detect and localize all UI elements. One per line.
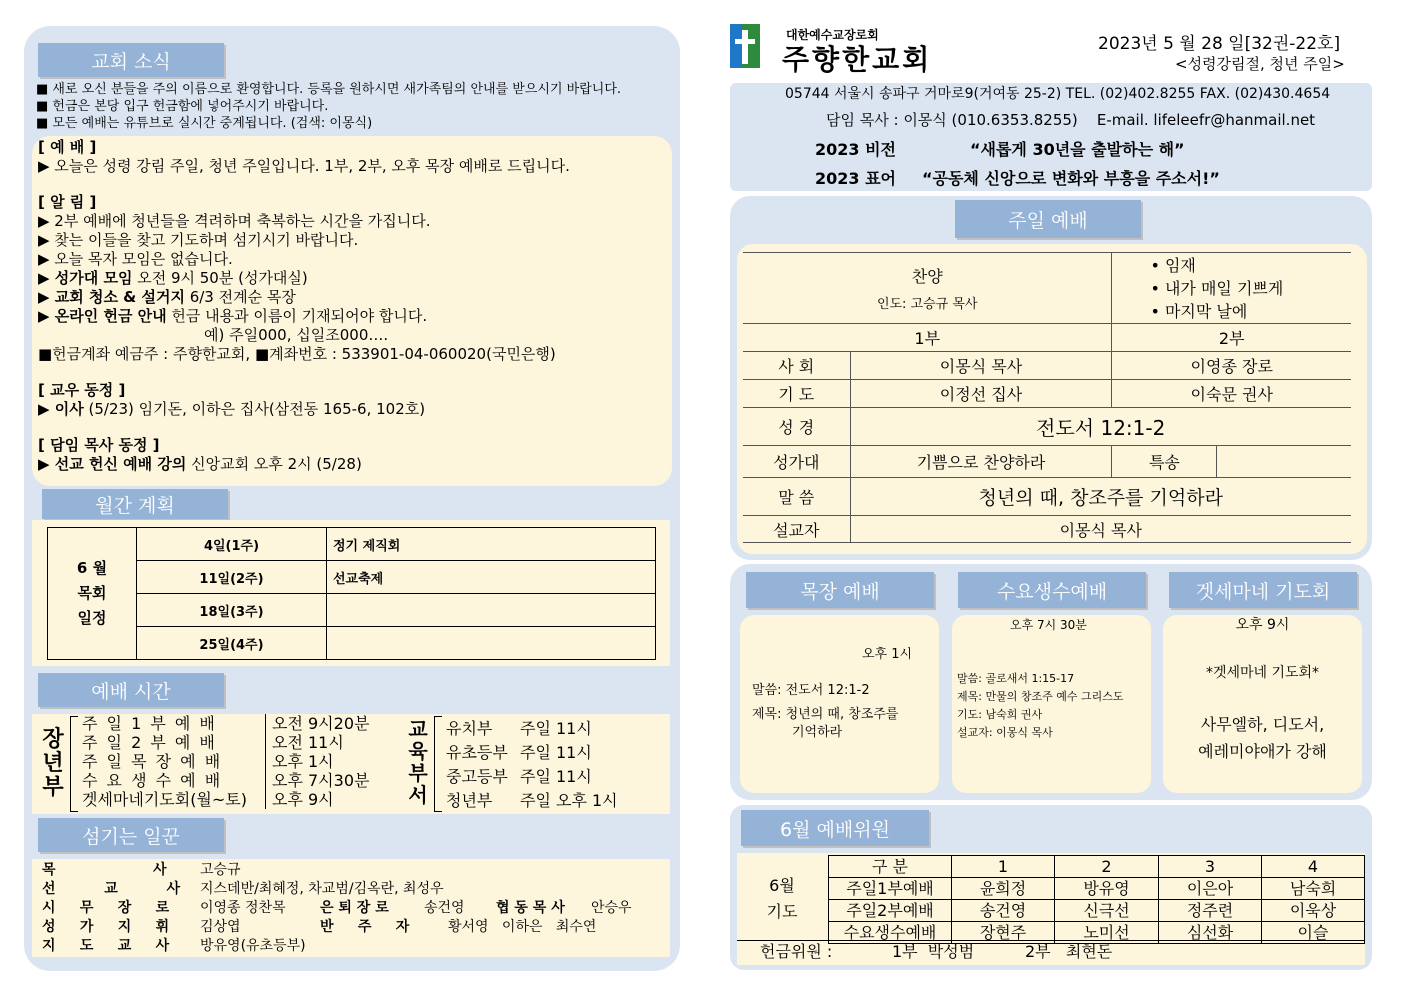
adult-row: 수 요 생 수 예 배 오후 7시30분	[82, 771, 370, 790]
june-cell: 이슬	[1262, 922, 1365, 944]
june-cell: 이욱상	[1262, 900, 1365, 922]
edu-row: 중고등부 주일 11시	[446, 767, 592, 786]
prayer-part2: 이숙문 권사	[1112, 380, 1351, 408]
times-tab: 예배 시간	[38, 673, 224, 707]
sermon-label: 말 씀	[743, 478, 850, 516]
notice-line: ▶ 2부 예배에 청년들을 격려하며 축복하는 시간을 가집니다.	[38, 212, 431, 230]
june-header: 2	[1055, 856, 1159, 878]
mokjang-subject2: 기억하라	[792, 725, 843, 740]
edu-row: 청년부 주일 오후 1시	[446, 791, 618, 810]
choir-part1: 기쁨으로 찬양하라	[850, 446, 1112, 478]
edu-list	[446, 717, 666, 813]
june-header: 1	[952, 856, 1055, 878]
issue-subtitle: <성령강림절, 청년 주일>	[1175, 55, 1345, 73]
pastor-line: ▶ 선교 헌신 예배 강의 신앙교회 오후 2시 (5/28)	[38, 455, 362, 473]
host-part1: 이몽식 목사	[850, 352, 1112, 380]
servant-row: 성 가 지 휘 김상엽 반 주 자 황서영 이하은 최수연	[42, 919, 597, 935]
gethsemane-line2: 예레미야애가 강해	[1198, 742, 1327, 761]
servant-row: 목 사 고승규	[42, 862, 241, 878]
servants-list	[42, 861, 667, 956]
part2-header: 2부	[1112, 324, 1351, 352]
wednesday-tab: 수요생수예배	[958, 572, 1146, 608]
servant-row: 선 교 사 지스데반/최혜정, 차교범/김옥란, 최성우	[42, 881, 444, 897]
june-tab: 6월 예배위원	[741, 810, 929, 846]
prayer-label: 기 도	[743, 380, 850, 408]
mokjang-box	[740, 615, 939, 793]
issue-date: 2023년 5 월 28 일[32권-22호]	[1098, 34, 1341, 54]
adult-list	[82, 714, 402, 809]
notice-account: ■헌금계좌 예금주 : 주향한교회, ■계좌번호 : 533901-04-060020(국민은행)	[38, 345, 556, 363]
monthly-date: 25일(4주)	[137, 627, 327, 660]
adult-label: 장 년 부	[42, 727, 64, 800]
motto-text: “공동체 신앙으로 변화와 부흥을 주소서!”	[922, 169, 1220, 188]
june-header: 4	[1262, 856, 1365, 878]
host-label: 사 회	[743, 352, 850, 380]
news-tab: 교회 소식	[38, 43, 224, 77]
vision-label: 2023 비전	[815, 140, 897, 159]
sunday-tab: 주일 예배	[955, 200, 1141, 238]
offering-part2: 2부 최현돈	[1025, 942, 1113, 961]
june-table	[828, 855, 1365, 944]
edu-row: 유치부 주일 11시	[446, 719, 592, 738]
offering-part1: 1부 박성범	[892, 942, 975, 961]
june-cell: 정주련	[1159, 900, 1262, 922]
scripture: 전도서 12:1-2	[850, 408, 1351, 446]
june-cell: 신극선	[1055, 900, 1159, 922]
monthly-date: 4일(1주)	[137, 528, 327, 561]
notice-clean: ▶ 교회 청소 & 설거지 6/3 전계순 목장	[38, 288, 296, 306]
worship-heading: [ 예 배 ]	[38, 138, 97, 156]
adult-row: 주 일 목 장 예 배 오후 1시	[82, 752, 334, 771]
choir-part2: 특송	[1112, 446, 1217, 478]
adult-row: 주 일 1 부 예 배 오전 9시20분	[82, 714, 370, 733]
servant-row: 지 도 교 사 방유영(유초등부)	[42, 938, 306, 954]
logo-main: 주향한교회	[782, 43, 933, 76]
monthly-label: 6 월 목회 일정	[48, 528, 137, 660]
prayer-part1: 이정선 집사	[850, 380, 1112, 408]
pastor-heading: [ 담임 목사 동정 ]	[38, 436, 160, 454]
preacher-label: 설교자	[743, 516, 850, 543]
choir-label: 성가대	[743, 446, 850, 478]
june-header: 3	[1159, 856, 1262, 878]
june-cell: 송건영	[952, 900, 1055, 922]
gethsemane-time: 오후 9시	[1235, 617, 1290, 633]
preacher: 이몽식 목사	[850, 516, 1351, 543]
wednesday-lines: 말씀: 골로새서 1:15-17 제목: 만물의 창조주 예수 그리스도 기도: 남숙희 권사 설교자: 이몽식 목사	[957, 672, 1124, 739]
monthly-tab: 월간 계획	[42, 489, 228, 519]
news-line: ■ 새로 오신 분들을 주의 이름으로 환영합니다. 등록을 원하시면 새가족팀의 안내를 받으시기 바랍니다.	[36, 82, 622, 97]
june-cell: 주일2부예배	[829, 900, 952, 922]
sermon-title: 청년의 때, 창조주를 기억하라	[850, 478, 1351, 516]
adult-row: 겟세마네기도회(월~토) 오후 9시	[82, 790, 334, 809]
wednesday-time: 오후 7시 30분	[1010, 618, 1087, 632]
gethsemane-box	[1163, 615, 1362, 793]
edu-row: 유초등부 주일 11시	[446, 743, 592, 762]
june-cell: 심선화	[1159, 922, 1262, 944]
cross-logo-icon	[730, 24, 760, 68]
monthly-date: 18일(3주)	[137, 594, 327, 627]
gethsemane-tab: 겟세마네 기도회	[1169, 572, 1357, 608]
notice-heading: [ 알 림 ]	[38, 193, 97, 211]
june-cell: 수요생수예배	[829, 922, 952, 944]
gethsemane-name: *겟세마네 기도회*	[1205, 665, 1320, 681]
notice-line: ▶ 찾는 이들을 찾고 기도하며 섬기시기 바랍니다.	[38, 231, 359, 249]
worship-line: ▶ 오늘은 성령 강림 주일, 청년 주일입니다. 1부, 2부, 오후 목장 예배로 드립니다.	[38, 157, 570, 175]
servant-row: 시 무 장 로 이영종 정찬목 은 퇴 장 로 송건영 협 동 목 사 안승우	[42, 900, 632, 916]
motto-label: 2023 표어	[815, 169, 897, 188]
june-cell: 주일1부예배	[829, 878, 952, 900]
june-label: 6월 기도	[766, 876, 798, 921]
june-cell: 방유영	[1055, 878, 1159, 900]
member-line: ▶ 이사 (5/23) 임기돈, 이하은 집사(삼전동 165-6, 102호)	[38, 400, 426, 418]
notice-online-example: 예) 주일000, 십일조000….	[204, 326, 389, 344]
pastor-line: 담임 목사 : 이몽식 (010.6353.8255) E-mail. lifeleefr@hanmail.net	[826, 111, 1316, 129]
monthly-date: 11일(2주)	[137, 561, 327, 594]
notice-line: ▶ 오늘 목자 모임은 없습니다.	[38, 250, 233, 268]
notice-online: ▶ 온라인 헌금 안내 헌금 내용과 이름이 기재되어야 합니다.	[38, 307, 428, 325]
mokjang-tab: 목장 예배	[746, 572, 934, 608]
address: 05744 서울시 송파구 거마로9(거여동 25-2) TEL. (02)402.8255 FAX. (02)430.4654	[785, 86, 1331, 102]
vision-text: “새롭게 30년을 출발하는 해”	[970, 140, 1185, 159]
gethsemane-line1: 사무엘하, 디도서,	[1200, 715, 1325, 734]
mokjang-word: 말씀: 전도서 12:1-2	[752, 683, 870, 698]
news-lines	[36, 81, 676, 132]
june-header: 구 분	[829, 856, 952, 878]
news-body	[38, 138, 668, 474]
monthly-event: 정기 제직회	[327, 528, 656, 561]
mokjang-time: 오후 1시	[862, 647, 913, 662]
offering-label: 헌금위원 :	[760, 942, 833, 961]
praise-label-cell: 찬양 인도: 고승규 목사	[743, 253, 1112, 324]
edu-label: 교 육 부 서	[408, 717, 428, 807]
june-cell: 장현주	[952, 922, 1055, 944]
news-line: ■ 헌금은 본당 입구 헌금함에 넣어주시기 바랍니다.	[36, 99, 329, 114]
part1-header: 1부	[743, 324, 1112, 352]
scripture-label: 성 경	[743, 408, 850, 446]
mokjang-subject: 제목: 청년의 때, 창조주를	[752, 707, 899, 722]
adult-row: 주 일 2 부 예 배 오전 11시	[82, 733, 344, 752]
adult-bracket	[70, 716, 78, 812]
servants-tab: 섬기는 일꾼	[38, 818, 224, 852]
monthly-event: 선교축제	[327, 561, 656, 594]
june-cell: 노미선	[1055, 922, 1159, 944]
edu-bracket	[434, 716, 442, 812]
sunday-table	[743, 252, 1351, 543]
choir-part3	[1217, 446, 1351, 478]
news-line: ■ 모든 예배는 유튜브로 실시간 중계됩니다. (검색: 이몽식)	[36, 116, 373, 131]
june-cell: 이은아	[1159, 878, 1262, 900]
host-part2: 이영종 장로	[1112, 352, 1351, 380]
monthly-table	[47, 527, 656, 660]
notice-choir: ▶ 성가대 모임 오전 9시 50분 (성가대실)	[38, 269, 308, 287]
church-logo	[730, 24, 760, 68]
june-cell: 남숙희	[1262, 878, 1365, 900]
praise-songs: • 임재 • 내가 매일 기쁘게 • 마지막 날에	[1112, 253, 1351, 324]
monthly-event	[327, 627, 656, 660]
logo-sub: 대한예수교장로회	[786, 28, 879, 42]
member-heading: [ 교우 동정 ]	[38, 381, 126, 399]
monthly-event	[327, 594, 656, 627]
june-cell: 윤희정	[952, 878, 1055, 900]
